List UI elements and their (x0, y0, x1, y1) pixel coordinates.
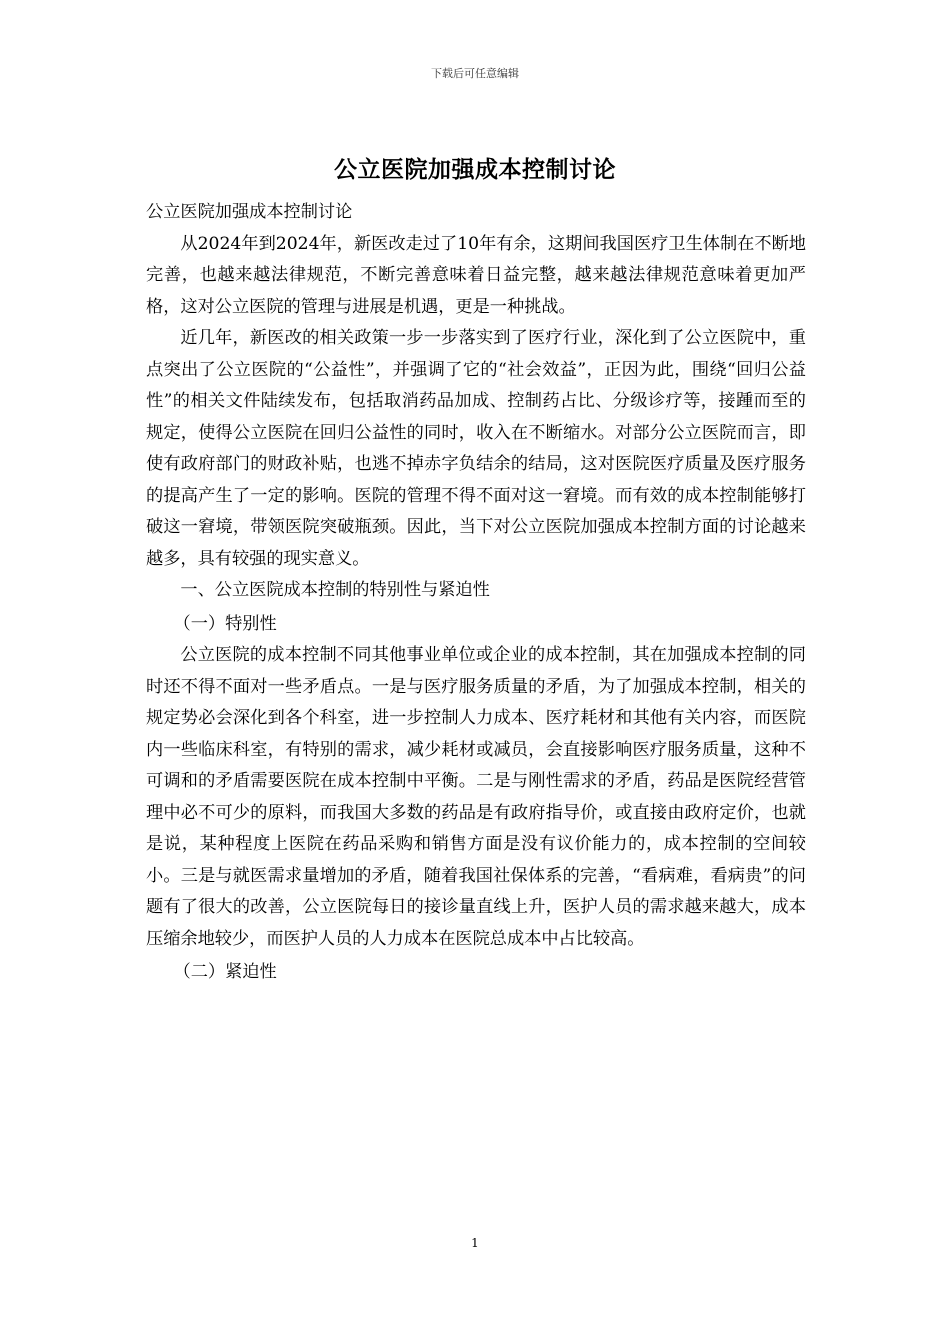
paragraph-particularity: 公立医院的成本控制不同其他事业单位或企业的成本控制，其在加强成本控制的同时还不得不面对一些矛盾点。一是与医疗服务质量的矛盾，为了加强成本控制，相关的规定势必会深化到各个科室，进一步控制人力成本、医疗耗材和其他有关内容，而医院内一些临床科室，有特别的需求，减少耗材或减员，会直接影响医疗服务质量，这种不可调和的矛盾需要医院在成本控制中平衡。二是与刚性需求的矛盾，药品是医院经营管理中必不可少的原料，而我国大多数的药品是有政府指导价，或直接由政府定价，也就是说，某种程度上医院在药品采购和销售方面是没有议价能力的，成本控制的空间较小。三是与就医需求量增加的矛盾，随着我国社保体系的完善，“看病难，看病贵”的问题有了很大的改善，公立医院每日的接诊量直线上升，医护人员的需求越来越大，成本压缩余地较少，而医护人员的人力成本在医院总成本中占比较高。 (146, 645, 806, 949)
subsection-heading-particularity: （一）特别性 (173, 613, 277, 634)
document-subtitle: 公立医院加强成本控制讨论 (146, 202, 353, 222)
page-number: 1 (471, 1236, 479, 1250)
document-title: 公立医院加强成本控制讨论 (334, 156, 616, 183)
subsection-heading-urgency: （二）紧迫性 (173, 962, 277, 982)
section-heading: 一、公立医院成本控制的特别性与紧迫性 (180, 580, 490, 600)
paragraph-intro: 从2024年到2024年，新医改走过了10年有余，这期间我国医疗卫生体制在不断地完善，也越来越法律规范，不断完善意味着日益完整，越来越法律规范意味着更加严格，这对公立医院的管理与进展是机遇，更是一种挑战。 (146, 233, 806, 317)
page-header-note: 下载后可任意编辑 (431, 67, 519, 80)
document-body (146, 197, 806, 989)
paragraph-background: 近几年，新医改的相关政策一步一步落实到了医疗行业，深化到了公立医院中，重点突出了公立医院的“公益性”，并强调了它的“社会效益”，正因为此，围绕“回归公益性”的相关文件陆续发布，包括取消药品加成、控制药占比、分级诊疗等，接踵而至的规定，使得公立医院在回归公益性的同时，收入在不断缩水。对部分公立医院而言，即使有政府部门的财政补贴，也逃不掉赤字负结余的结局，这对医院医疗质量及医疗服务的提高产生了一定的影响。医院的管理不得不面对这一窘境。而有效的成本控制能够打破这一窘境，带领医院突破瓶颈。因此，当下对公立医院加强成本控制方面的讨论越来越多，具有较强的现实意义。 (146, 328, 806, 569)
